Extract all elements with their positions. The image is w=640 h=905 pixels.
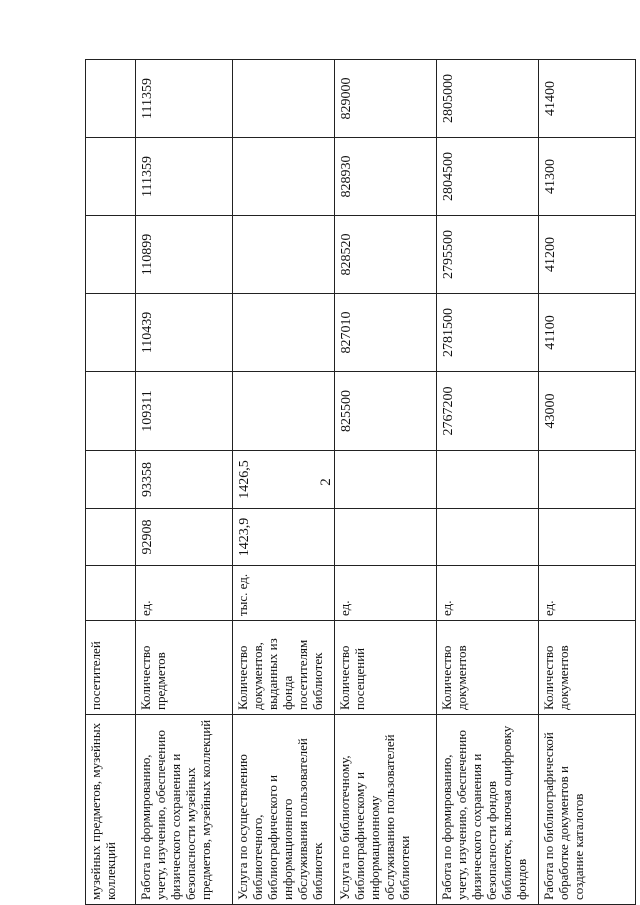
cell-indicator: Количество документов, выданных из фонда посетителям библиотек [233,621,335,715]
table-row [86,60,136,905]
cell-value [233,372,335,451]
cell-value: 2781500 [437,294,539,372]
cell-value [233,216,335,294]
table-row [335,60,437,905]
cell-value [335,451,437,509]
cell-value [86,451,136,509]
cell-indicator: Количество посещений [335,621,437,715]
cell-value [233,60,335,138]
cell-value [86,138,136,216]
cell-value [233,138,335,216]
cell-indicator: Количество документов [437,621,539,715]
cell-value: 2767200 [437,372,539,451]
services-table-rotated [85,60,640,905]
cell-value [86,509,136,566]
cell-value: 2795500 [437,216,539,294]
cell-value [233,294,335,372]
page-number: 2 [318,478,334,486]
cell-value: 111359 [136,60,233,138]
cell-name: Работа по библиографической обработке документов и создание каталогов [539,715,636,905]
table-row [437,60,539,905]
cell-value: 93358 [136,451,233,509]
cell-value [539,451,636,509]
cell-value: 827010 [335,294,437,372]
cell-value [86,216,136,294]
cell-unit: ед. [136,566,233,621]
cell-value: 1423,9 [233,509,335,566]
cell-value: 41300 [539,138,636,216]
cell-value: 110439 [136,294,233,372]
cell-name: Услуга по библиотечному, библиографическому и информационному обслуживанию пользователей библиотеки [335,715,437,905]
cell-value: 41400 [539,60,636,138]
cell-unit: ед. [335,566,437,621]
cell-indicator: Количество предметов [136,621,233,715]
cell-value [86,60,136,138]
cell-value: 1426,5 [233,451,335,509]
cell-value: 41100 [539,294,636,372]
cell-unit: ед. [437,566,539,621]
cell-name: Услуга по осуществлению библиотечного, библиографического и информационного обслуживания пользователей библиотек [233,715,335,905]
cell-value: 109311 [136,372,233,451]
cell-value [335,509,437,566]
cell-value: 111359 [136,138,233,216]
table-row [233,60,335,905]
cell-value: 2805000 [437,60,539,138]
cell-value: 828520 [335,216,437,294]
cell-unit [86,566,136,621]
table-container [85,60,640,905]
cell-value [86,372,136,451]
services-table [85,59,636,905]
cell-value: 829000 [335,60,437,138]
cell-name: Работа по формированию, учету, изучению, обеспечению физического сохранения и безопасности фондов библиотек, включая оцифровку фондов [437,715,539,905]
cell-value [437,451,539,509]
cell-indicator: Количество документов [539,621,636,715]
cell-value: 110899 [136,216,233,294]
cell-value: 43000 [539,372,636,451]
cell-value: 41200 [539,216,636,294]
cell-value [437,509,539,566]
cell-value: 92908 [136,509,233,566]
cell-value: 2804500 [437,138,539,216]
cell-value: 828930 [335,138,437,216]
cell-value: 825500 [335,372,437,451]
table-row [539,60,636,905]
table-row [136,60,233,905]
cell-value [86,294,136,372]
cell-unit: ед. [539,566,636,621]
cell-name: музейных предметов, музейных коллекций [86,715,136,905]
cell-name: Работа по формированию, учету, изучению, обеспечению физического сохранения и безопасности музейных предметов, музейных коллекций [136,715,233,905]
cell-indicator: посетителей [86,621,136,715]
cell-unit: тыс. ед. [233,566,335,621]
cell-value [539,509,636,566]
